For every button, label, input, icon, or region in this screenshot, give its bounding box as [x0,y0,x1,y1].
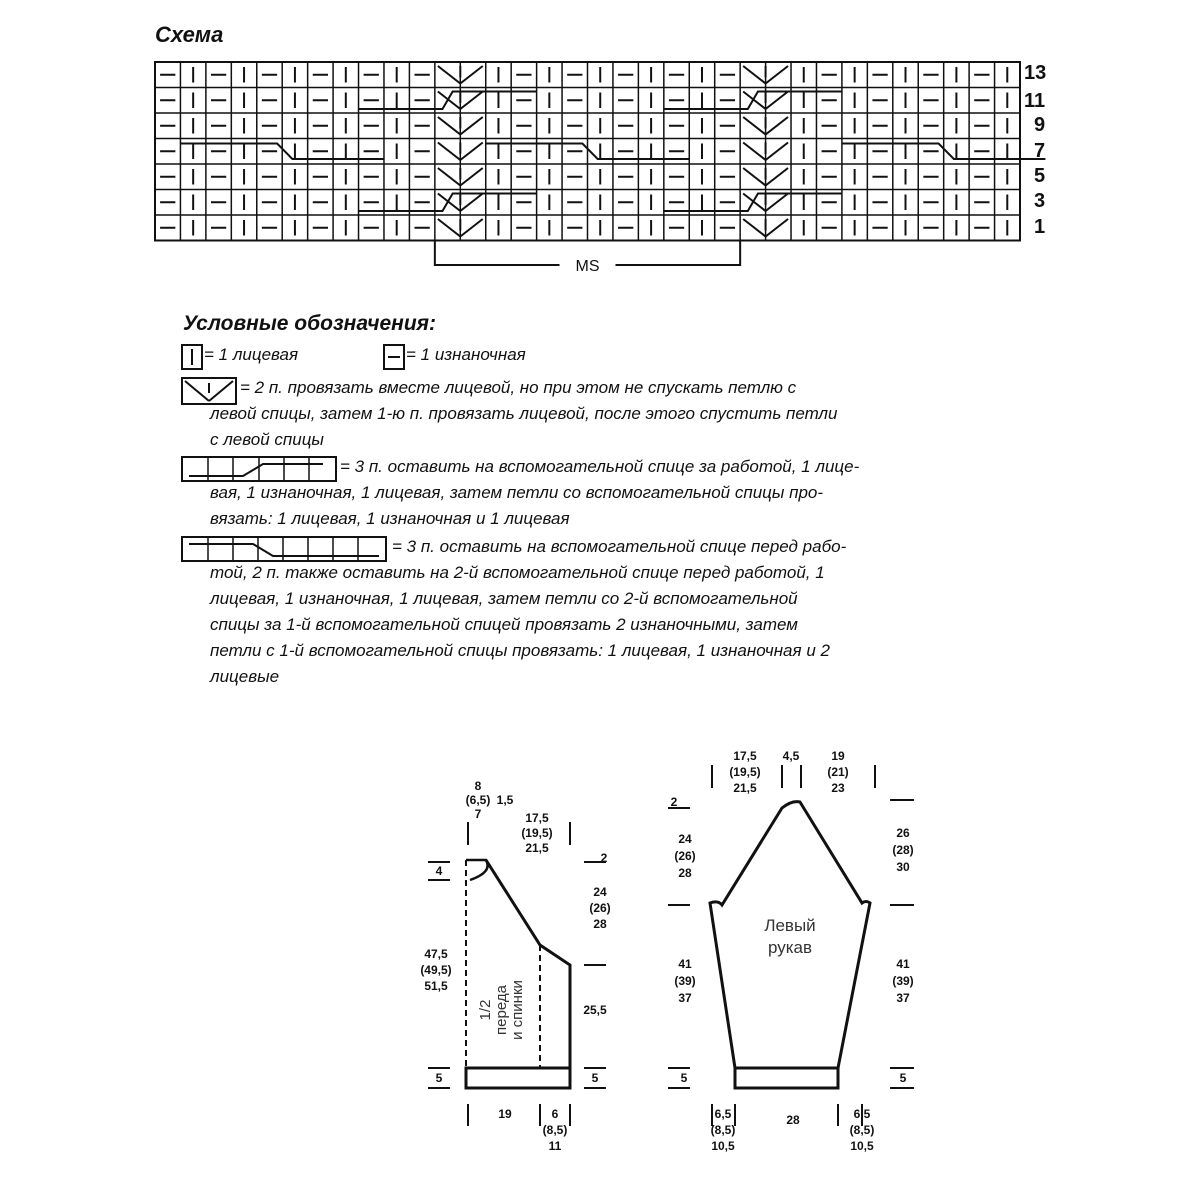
sleeve-bottom-left-3: 10,5 [711,1139,735,1153]
body-label-3: и спинки [509,980,526,1040]
row-number-3: 3 [1034,190,1046,212]
sleeve-top-left-2: (19,5) [729,765,761,779]
legend-cluster-line-1: = 2 п. провязать вместе лицевой, но при этом не спускать петлю с [240,378,797,397]
body-left-height-2: (49,5) [420,963,452,977]
body-bottom-right-2: (8,5) [542,1123,568,1137]
sleeve-right-upper-3: 30 [896,860,910,874]
body-top-right-2: (19,5) [521,826,553,840]
body-left-height-1: 47,5 [424,947,448,961]
body-top-right-3: 21,5 [525,841,549,855]
legend-cable-front-line-5: петли с 1-й вспомогательной спицы провязать: 1 лицевая, 1 изнаночная и 2 [210,641,830,660]
body-right-armhole-1: 24 [593,885,607,899]
sleeve-bottom-left-1: 6,5 [714,1107,732,1121]
sleeve-left-upper-2: (26) [674,849,696,863]
sleeve-right-lower-2: (39) [892,974,914,988]
body-left-height-3: 51,5 [424,979,448,993]
sleeve-top-right-2: (21) [827,765,849,779]
legend-cable-front-line-4: спицы за 1-й вспомогательной спицей провязать 2 изнаночными, затем [210,615,798,634]
sleeve-right-upper-1: 26 [896,826,910,840]
legend-cable-back-line-3: вязать: 1 лицевая, 1 изнаночная и 1 лицевая [210,509,570,528]
legend-title: Условные обозначения: [183,312,437,335]
legend-cable-front-line-1: = 3 п. оставить на вспомогательной спице перед рабо- [392,537,847,556]
sleeve-bottom-left-2: (8,5) [710,1123,736,1137]
body-label-1: 1/2 [477,999,494,1021]
legend-cable-front-line-6: лицевые [210,667,280,686]
row-number-5: 5 [1034,165,1046,187]
sleeve-right-lower-1: 41 [896,957,910,971]
sleeve-bottom-right-2: (8,5) [849,1123,875,1137]
sleeve-left-upper-3: 28 [678,866,692,880]
sleeve-label-2: рукав [767,938,813,957]
sleeve-bottom-right-1: 6,5 [853,1107,871,1121]
legend-cable-front-line-2: той, 2 п. также оставить на 2-й вспомогательной спице перед работой, 1 [210,563,825,582]
sleeve-top-left-1: 17,5 [733,749,757,763]
sleeve-left-bottom: 5 [680,1071,688,1085]
legend-cable-front-line-3: лицевая, 1 изнаночная, 1 лицевая, затем петли со 2-й вспомогательной [210,589,798,608]
body-right-bottom: 5 [591,1071,599,1085]
sleeve-top-mid: 4,5 [782,749,800,763]
sleeve-left-upper-1: 24 [678,832,692,846]
chart-title: Схема [155,22,224,47]
row-number-13: 13 [1024,62,1047,84]
sleeve-right-lower-3: 37 [896,991,910,1005]
sleeve-bottom-width: 28 [786,1113,800,1127]
body-top-right-1: 17,5 [525,811,549,825]
body-top-mid: 1,5 [496,793,514,807]
row-number-9: 9 [1034,114,1046,136]
sleeve-bottom-right-3: 10,5 [850,1139,874,1153]
body-right-top: 2 [600,851,608,865]
sleeve-label-1: Левый [764,916,816,935]
body-label-2: переда [493,985,510,1035]
body-outline [466,860,570,1088]
row-number-1: 1 [1034,216,1046,238]
sleeve-left-top: 2 [670,795,678,809]
body-top-left-1: 8 [474,779,482,793]
body-dimension-lines [428,822,606,1126]
body-left-bottom: 5 [435,1071,443,1085]
body-bottom-right-1: 6 [551,1107,559,1121]
body-bottom-right-3: 11 [548,1139,562,1153]
body-right-armhole-2: (26) [589,901,611,915]
sleeve-left-lower-3: 37 [678,991,692,1005]
body-right-armhole-3: 28 [593,917,607,931]
sleeve-left-lower-1: 41 [678,957,692,971]
sleeve-left-lower-2: (39) [674,974,696,988]
row-number-7: 7 [1034,140,1046,162]
body-bottom-width: 19 [498,1107,512,1121]
legend-cable-back-line-1: = 3 п. оставить на вспомогательной спице за работой, 1 лице- [340,457,860,476]
sleeve-right-upper-2: (28) [892,843,914,857]
sleeve-top-left-3: 21,5 [733,781,757,795]
sleeve-top-right-1: 19 [831,749,845,763]
legend-purl-text: = 1 изнаночная [406,345,526,364]
body-top-left-3: 7 [474,807,482,821]
legend-cluster-line-2: левой спицы, затем 1-ю п. провязать лицевой, после этого спустить петли [210,404,838,423]
sleeve-top-right-3: 23 [831,781,845,795]
legend-knit-text: = 1 лицевая [204,345,299,364]
legend-cluster-line-3: с левой спицы [210,430,324,449]
sleeve-right-bottom: 5 [899,1071,907,1085]
body-top-left-2: (6,5) [465,793,491,807]
legend-cable-back-line-2: вая, 1 изнаночная, 1 лицевая, затем петли со вспомогательной спицы про- [210,483,824,502]
row-number-11: 11 [1024,90,1046,112]
body-right-side: 25,5 [583,1003,607,1017]
repeat-label: MS [575,258,600,275]
body-left-top: 4 [435,864,443,878]
